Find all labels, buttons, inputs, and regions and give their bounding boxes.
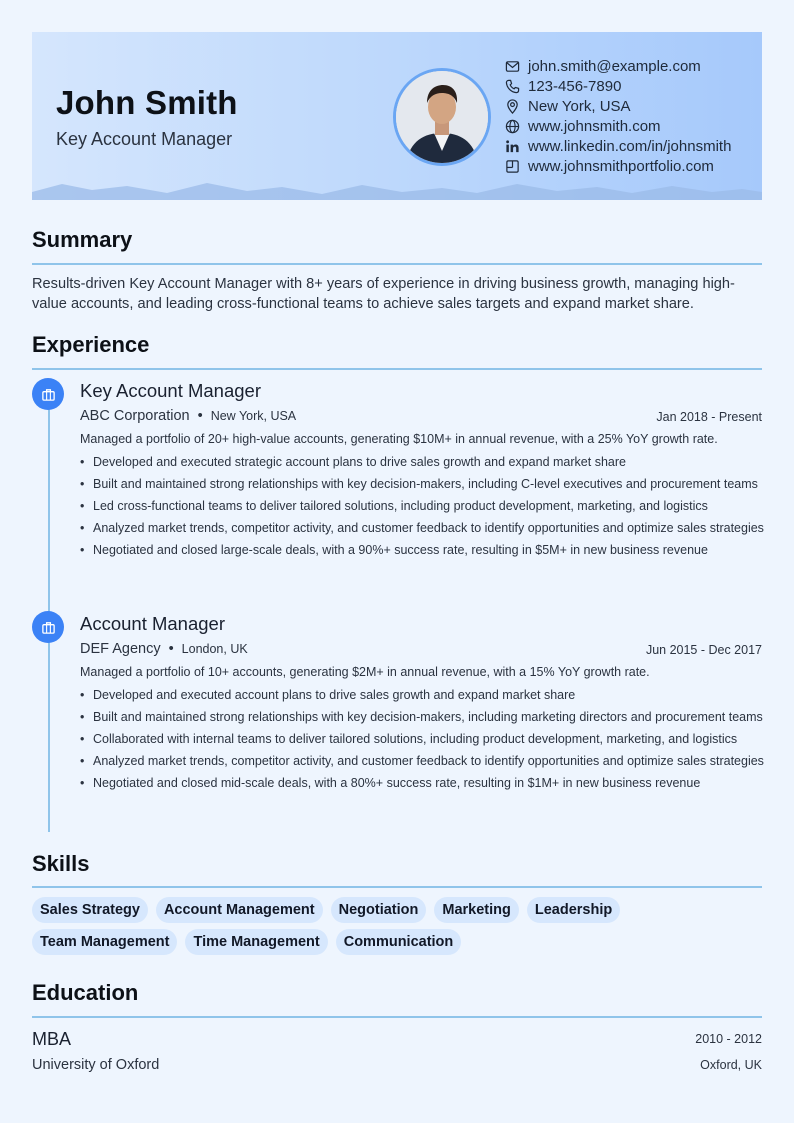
skills-divider (32, 886, 762, 888)
skill-chip: Sales Strategy (32, 897, 148, 923)
mail-icon (504, 58, 520, 74)
job-company-line: DEF Agency • London, UK (80, 641, 248, 657)
profile-photo (393, 68, 491, 166)
contact-linkedin[interactable] (504, 136, 731, 156)
skills-list (32, 897, 762, 961)
job-title: Account Manager (80, 613, 226, 634)
list-item: • Collaborated with internal teams to deliver tailored solutions, including product development, marketing, and logistics (80, 730, 764, 748)
job-bullets (80, 453, 764, 563)
job-title: Key Account Manager (80, 380, 261, 401)
skills-heading: Skills (32, 851, 90, 876)
candidate-name: John Smith (56, 84, 238, 121)
header-mountain-decoration (32, 180, 762, 200)
list-item: • Built and maintained strong relationships with key decision-makers, including marketing directors and procurement teams (80, 708, 764, 726)
contact-location (504, 96, 731, 116)
skill-chip: Time Management (185, 929, 327, 955)
list-item: • Developed and executed strategic account plans to drive sales growth and expand market share (80, 453, 764, 471)
contact-email-text: john.smith@example.com (528, 57, 701, 75)
education-dates: 2010 - 2012 (695, 1032, 762, 1046)
summary-heading: Summary (32, 227, 133, 252)
skill-chip: Negotiation (331, 897, 427, 923)
job-bullets (80, 686, 764, 796)
job-company: ABC Corporation (80, 408, 190, 424)
briefcase-icon (32, 611, 64, 643)
contact-phone[interactable] (504, 76, 731, 96)
list-item: • Built and maintained strong relationships with key decision-makers, including C-level executives and procurement teams (80, 475, 764, 493)
briefcase-icon (32, 378, 64, 410)
contact-portfolio-text: www.johnsmithportfolio.com (528, 157, 714, 175)
job-location: New York, USA (210, 409, 297, 423)
contact-linkedin-text: www.linkedin.com/in/johnsmith (528, 137, 732, 155)
contact-phone-text: 123-456-7890 (528, 77, 622, 95)
job-dates: Jun 2015 - Dec 2017 (645, 643, 762, 657)
skill-chip: Leadership (527, 897, 620, 923)
candidate-role: Key Account Manager (56, 129, 233, 149)
education-location: Oxford, UK (700, 1058, 762, 1072)
portfolio-icon (504, 158, 520, 174)
contact-location-text: New York, USA (528, 97, 631, 115)
contact-portfolio[interactable] (504, 156, 731, 176)
list-item: • Negotiated and closed large-scale deals, with a 90%+ success rate, resulting in $5M+ in new business revenue (80, 541, 764, 559)
skills-row (32, 929, 762, 955)
job-description: Managed a portfolio of 20+ high-value accounts, generating $10M+ in annual revenue, with a 25% YoY growth rate. (80, 432, 718, 446)
education-heading: Education (32, 980, 139, 1005)
summary-text: Results-driven Key Account Manager with 8+ years of experience in driving business growth, managing high-value accounts, and leading cross-functional teams to achieve sales targets and expand market share. (32, 276, 735, 312)
skill-chip: Marketing (434, 897, 519, 923)
linkedin-icon (504, 138, 520, 154)
list-item: • Analyzed market trends, competitor activity, and customer feedback to identify opportunities and optimize sales strategies (80, 752, 764, 770)
job-dates: Jan 2018 - Present (656, 410, 762, 424)
job-company: DEF Agency (80, 641, 161, 657)
contact-website[interactable] (504, 116, 731, 136)
job-description: Managed a portfolio of 10+ accounts, generating $2M+ in annual revenue, with a 15% YoY growth rate. (80, 665, 650, 679)
education-divider (32, 1016, 762, 1018)
skill-chip: Communication (336, 929, 462, 955)
experience-heading: Experience (32, 332, 150, 357)
job-location: London, UK (181, 642, 248, 656)
location-icon (504, 98, 520, 114)
job-company-line: ABC Corporation • New York, USA (80, 408, 297, 424)
list-item: • Developed and executed account plans to drive sales growth and expand market share (80, 686, 764, 704)
globe-icon (504, 118, 520, 134)
skill-chip: Account Management (156, 897, 323, 923)
contact-email[interactable] (504, 56, 731, 76)
list-item: • Negotiated and closed mid-scale deals, with a 80%+ success rate, resulting in $1M+ in new business revenue (80, 774, 764, 792)
skills-row (32, 897, 762, 923)
education-school: University of Oxford (32, 1057, 160, 1073)
summary-divider (32, 263, 762, 265)
resume-header (32, 32, 762, 200)
list-item: • Led cross-functional teams to deliver tailored solutions, including product development, marketing, and logistics (80, 497, 764, 515)
experience-divider (32, 368, 762, 370)
list-item: • Analyzed market trends, competitor activity, and customer feedback to identify opportunities and optimize sales strategies (80, 519, 764, 537)
education-degree: MBA (32, 1029, 72, 1049)
skill-chip: Team Management (32, 929, 177, 955)
contact-list (504, 56, 731, 176)
phone-icon (504, 78, 520, 94)
contact-website-text: www.johnsmith.com (528, 117, 661, 135)
